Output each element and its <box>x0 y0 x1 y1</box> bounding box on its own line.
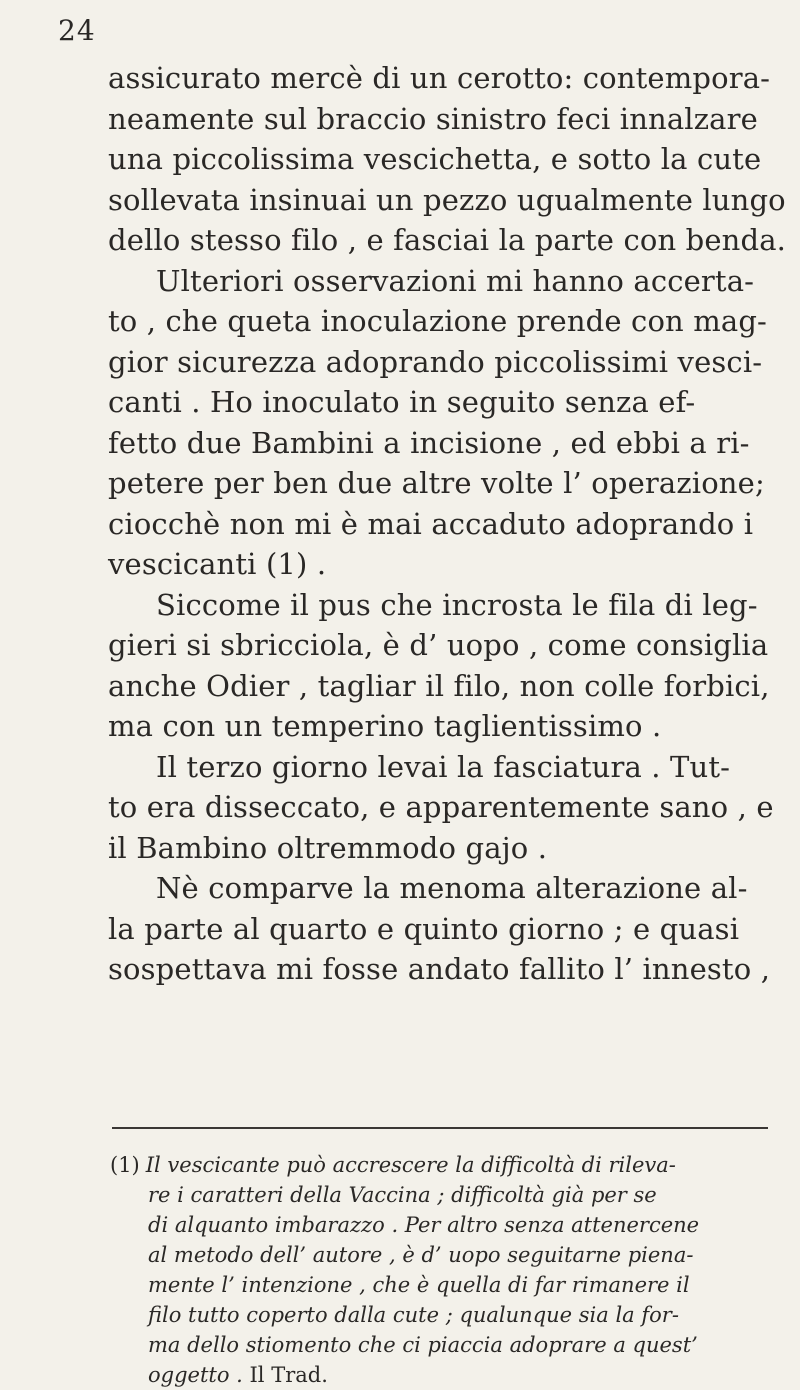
footnote-line: al metodo dell’ autore , è d’ uopo seguitarne piena- <box>148 1243 694 1267</box>
text-line: ma con un temperino taglientissimo . <box>108 709 662 743</box>
paragraph-start-line: Siccome il pus che incrosta le fila di leg- <box>156 587 758 622</box>
text-line: assicurato mercè di un cerotto: contempora- <box>108 61 771 95</box>
footnote-marker: (1) <box>110 1153 140 1177</box>
footnote-line: filo tutto coperto dalla cute ; qualunque sia la for- <box>148 1303 679 1327</box>
footnote-line: mente l’ intenzione , che è quella di far rimanere il <box>148 1273 690 1297</box>
footnote-text: oggetto . <box>148 1363 243 1387</box>
paragraph-start-line: Ulteriori osservazioni mi hanno accerta- <box>156 263 755 298</box>
text-line: sospettava mi fosse andato fallito l’ innesto , <box>108 952 771 986</box>
paragraph-start-line: Nè comparve la menoma alterazione al- <box>156 871 748 905</box>
footnote-text: Il vescicante può accrescere la difficoltà di rileva- <box>145 1153 676 1177</box>
text-line: neamente sul braccio sinistro feci innalzare <box>108 101 758 136</box>
text-line: anche Odier , tagliar il filo, non colle forbici, <box>108 668 770 703</box>
footnote-line: ma dello stiomento che ci piaccia adoprare a quest’ <box>148 1333 698 1357</box>
page-number: 24 <box>58 14 96 47</box>
text-line-with-footnote-ref: vescicanti (1) . <box>108 547 327 581</box>
text-line: canti . Ho inoculato in seguito senza ef- <box>108 385 696 419</box>
text-line: gior sicurezza adoprando piccolissimi vesci- <box>108 344 763 379</box>
text-line: to , che queta inoculazione prende con mag- <box>108 304 768 338</box>
text-line: petere per ben due altre volte l’ operazione; <box>108 466 765 500</box>
main-text <box>108 58 787 990</box>
footnote-line <box>110 1150 770 1180</box>
footnote-divider <box>112 1127 768 1129</box>
text-line: dello stesso filo , e fasciai la parte con benda. <box>108 223 787 257</box>
text-line: sollevata insinuai un pezzo ugualmente lungo <box>108 182 786 217</box>
text-line: fetto due Bambini a incisione , ed ebbi a ri- <box>108 425 750 460</box>
text-line: to era disseccato, e apparentemente sano , e <box>108 790 774 824</box>
text-line: una piccolissima vescichetta, e sotto la cute <box>108 142 762 176</box>
footnote <box>110 1150 770 1390</box>
text-line: la parte al quarto e quinto giorno ; e quasi <box>108 911 740 946</box>
paragraph-start-line: Il terzo giorno levai la fasciatura . Tut- <box>156 749 731 784</box>
footnote-line: di alquanto imbarazzo . Per altro senza attenercene <box>148 1213 700 1237</box>
footnote-last-line <box>110 1360 770 1390</box>
footnote-signature: Il Trad. <box>249 1363 328 1387</box>
text-line: il Bambino oltremmodo gajo . <box>108 830 548 865</box>
footnote-line: re i caratteri della Vaccina ; difficoltà già per se <box>148 1183 657 1207</box>
text-line: ciocchè non mi è mai accaduto adoprando i <box>108 506 754 541</box>
text-line: gieri si sbricciola, è d’ uopo , come consiglia <box>108 628 769 662</box>
